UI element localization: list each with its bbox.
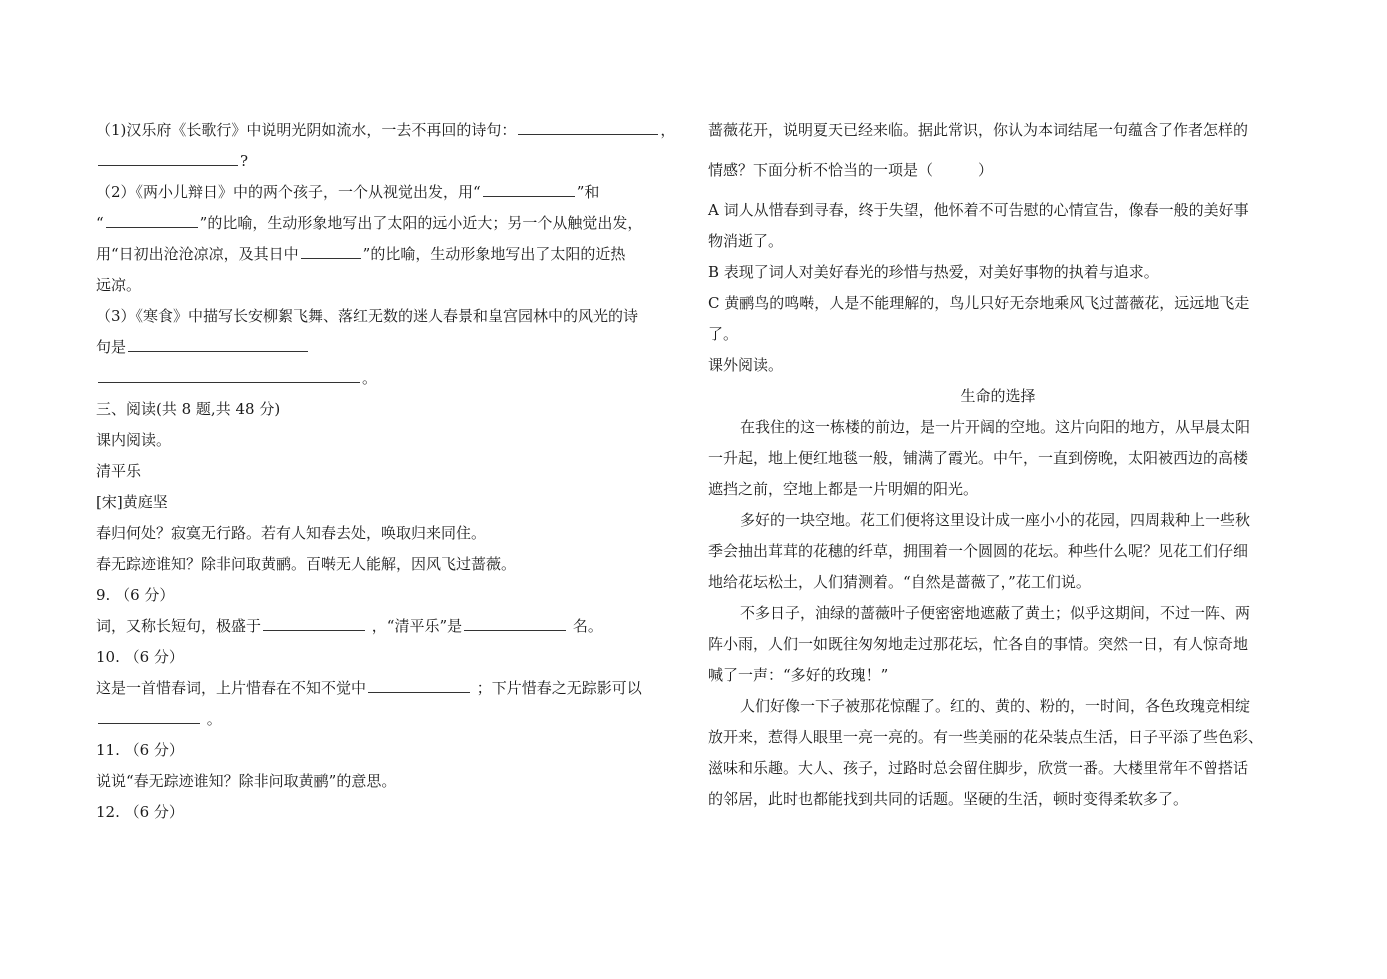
poem-title: 清平乐: [96, 462, 142, 480]
article-title: 生命的选择: [960, 387, 1036, 405]
option-a-line1: A 词人从惜春到寻春，终于失望，他怀着不可告慰的心情宣告，像春一般的美好事: [708, 201, 1249, 219]
paragraph-line: 多好的一块空地。花工们便将这里设计成一座小小的花园，四周栽种上一些秋: [740, 511, 1251, 529]
q9-line: [96, 611, 684, 642]
q12-line1: 蔷薇花开，说明夏天已经来临。据此常识，你认为本词结尾一句蕴含了作者怎样的: [708, 121, 1249, 139]
q1-end: ?: [240, 152, 249, 170]
q1-line1: [96, 115, 684, 146]
q2-line3: [96, 239, 684, 270]
option-b: B 表现了词人对美好春光的珍惜与热爱，对美好事物的执着与追求。: [708, 263, 1159, 281]
q10-text: 这是一首惜春词，上片惜春在不知不觉中: [96, 679, 367, 697]
paragraph-line: 一升起，地上便红地毯一般，铺满了霞光。中午，一直到傍晚，太阳被西边的高楼: [708, 449, 1249, 467]
q10-line1: [96, 673, 684, 704]
answer-blank[interactable]: [464, 612, 566, 631]
q2-text: 用“日初出沧沧凉凉，及其日中: [96, 245, 299, 263]
q2-text: ”的比喻，生动形象地写出了太阳的近热: [362, 245, 626, 263]
option-a-line2: 物消逝了。: [708, 232, 784, 250]
answer-blank[interactable]: [483, 178, 575, 197]
q10-label: 10. （6 分）: [96, 648, 184, 666]
q1-text: （1)汉乐府《长歌行》中说明光阴如流水，一去不再回的诗句：: [96, 121, 517, 139]
q9-label: 9. （6 分）: [96, 586, 175, 604]
q10-line2: [96, 704, 684, 735]
right-column: [708, 115, 1288, 815]
q2-text: （2）《两小儿辩日》中的两个孩子，一个从视觉出发，用“: [96, 183, 481, 201]
answer-blank[interactable]: [518, 116, 658, 135]
paragraph-line: 在我住的这一栋楼的前边，是一片开阔的空地。这片向阳的地方，从早晨太阳: [740, 418, 1251, 436]
answer-blank[interactable]: [301, 240, 361, 259]
answer-blank[interactable]: [98, 364, 360, 383]
q1-line2: [96, 146, 684, 177]
q2-text: ”和: [576, 183, 600, 201]
paragraph-line: 季会抽出茸茸的花穗的纤草，拥围着一个圆圆的花坛。种些什么呢？见花工们仔细: [708, 542, 1249, 560]
q12-label: 12. （6 分）: [96, 803, 184, 821]
paragraph-line: 遮挡之前，空地上都是一片明媚的阳光。: [708, 480, 979, 498]
answer-blank[interactable]: [263, 612, 365, 631]
paragraph-line: 的邻居，此时也都能找到共同的话题。坚硬的生活，顿时变得柔软多了。: [708, 790, 1189, 808]
option-c-line1: C 黄鹂鸟的鸣啭，人是不能理解的，鸟儿只好无奈地乘风飞过蔷薇花，远远地飞走: [708, 294, 1250, 312]
q3-line2: [96, 332, 684, 363]
q11-text: 说说“春无踪迹谁知？除非问取黄鹂”的意思。: [96, 772, 397, 790]
paragraph-line: 阵小雨，人们一如既往匆匆地走过那花坛，忙各自的事情。突然一日，有人惊奇地: [708, 635, 1249, 653]
poem-line: 春归何处？寂寞无行路。若有人知春去处，唤取归来同住。: [96, 524, 487, 542]
q2-line4: 远凉。: [96, 276, 142, 294]
q9-text: 名。: [568, 617, 603, 635]
answer-blank[interactable]: [368, 674, 470, 693]
answer-blank[interactable]: [98, 147, 238, 166]
q3-line3: [96, 363, 684, 394]
paragraph-line: 地给花坛松土，人们猜测着。“自然是蔷薇了，”花工们说。: [708, 573, 1091, 591]
q2-line2: [96, 208, 684, 239]
paragraph-line: 放开来，惹得人眼里一亮一亮的。有一些美丽的花朵装点生活，日子平添了些色彩、: [708, 728, 1264, 746]
poem-line: 春无踪迹谁知？除非问取黄鹂。百啭无人能解，因风飞过蔷薇。: [96, 555, 517, 573]
q3-text: 句是: [96, 338, 127, 356]
q9-text: 词，又称长短句，极盛于: [96, 617, 262, 635]
left-column: [96, 115, 684, 828]
answer-blank[interactable]: [128, 333, 308, 352]
q9-text: ，“清平乐”是: [367, 617, 463, 635]
answer-blank[interactable]: [98, 705, 200, 724]
poem-author: [宋]黄庭坚: [96, 493, 168, 511]
q3-line1: （3）《寒食》中描写长安柳絮飞舞、落红无数的迷人春景和皇宫园林中的风光的诗: [96, 307, 639, 325]
q10-text: 。: [202, 710, 222, 728]
q1-comma: ，: [660, 121, 676, 139]
q11-label: 11. （6 分）: [96, 741, 184, 759]
section-title: 三、阅读(共 8 题,共 48 分): [96, 400, 281, 418]
paragraph-line: 人们好像一下子被那花惊醒了。红的、黄的、粉的，一时间，各色玫瑰竞相绽: [740, 697, 1251, 715]
q10-text: ；下片惜春之无踪影可以: [472, 679, 642, 697]
q2-line1: [96, 177, 684, 208]
outclass-label: 课外阅读。: [708, 356, 784, 374]
paragraph-line: 滋味和乐趣。大人、孩子，过路时总会留住脚步，欣赏一番。大楼里常年不曾搭话: [708, 759, 1249, 777]
q2-text: “: [96, 214, 104, 232]
option-c-line2: 了。: [708, 325, 739, 343]
inclass-label: 课内阅读。: [96, 431, 172, 449]
q2-text: ”的比喻，生动形象地写出了太阳的远小近大；另一个从触觉出发，: [199, 214, 643, 232]
q3-end: 。: [362, 369, 378, 387]
paragraph-line: 不多日子，油绿的蔷薇叶子便密密地遮蔽了黄土；似乎这期间，不过一阵、两: [740, 604, 1251, 622]
paragraph-line: 喊了一声：“多好的玫瑰！”: [708, 666, 889, 684]
answer-blank[interactable]: [106, 209, 198, 228]
q12-line2: 情感？下面分析不恰当的一项是（ ）: [708, 161, 994, 179]
